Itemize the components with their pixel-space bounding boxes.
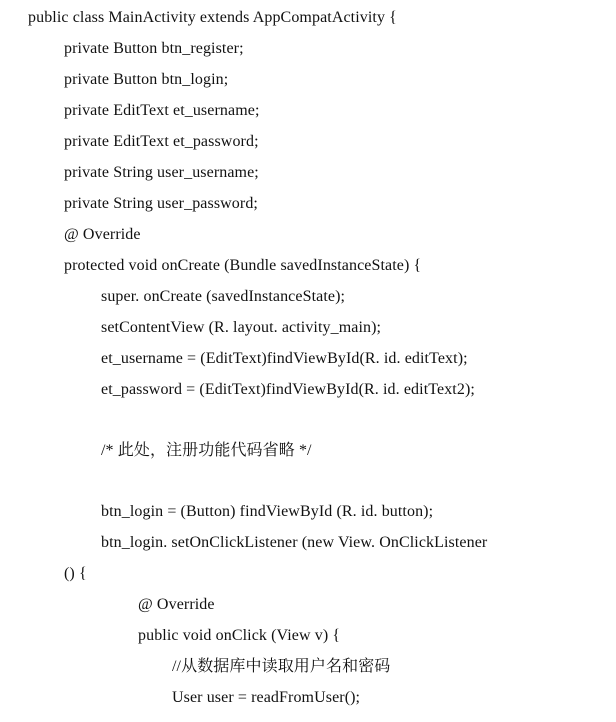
code-line-et-password-assign: et_password = (EditText)findViewById(R. id. editText2); — [101, 381, 475, 398]
code-line-comment-register-omitted: /* 此处，注册功能代码省略 */ — [101, 442, 312, 459]
code-line-override-annotation: @ Override — [64, 226, 141, 243]
code-line-listener-parens: () { — [64, 565, 87, 582]
code-line-oncreate-signature: protected void onCreate (Bundle savedInstanceState) { — [64, 257, 422, 274]
code-line-set-onclick-listener: btn_login. setOnClickListener (new View. OnClickListener — [101, 534, 488, 551]
code-line-onclick-signature: public void onClick (View v) { — [138, 627, 341, 644]
code-line-field-btn-register: private Button btn_register; — [64, 40, 244, 57]
code-line-override-annotation-inner: @ Override — [138, 596, 215, 613]
code-line-field-btn-login: private Button btn_login; — [64, 71, 229, 88]
code-line-read-from-user: User user = readFromUser(); — [172, 689, 361, 706]
code-line-field-et-username: private EditText et_username; — [64, 102, 260, 119]
code-line-btn-login-assign: btn_login = (Button) findViewById (R. id. button); — [101, 503, 434, 520]
code-line-set-content-view: setContentView (R. layout. activity_main); — [101, 319, 382, 336]
code-line-field-et-password: private EditText et_password; — [64, 133, 259, 150]
code-line-et-username-assign: et_username = (EditText)findViewById(R. id. editText); — [101, 350, 468, 367]
code-line-field-user-username: private String user_username; — [64, 164, 259, 181]
code-line-comment-read-db: //从数据库中读取用户名和密码 — [172, 658, 391, 675]
code-line-class-declaration: public class MainActivity extends AppCompatActivity { — [28, 9, 397, 26]
code-line-field-user-password: private String user_password; — [64, 195, 258, 212]
code-line-super-oncreate: super. onCreate (savedInstanceState); — [101, 288, 346, 305]
